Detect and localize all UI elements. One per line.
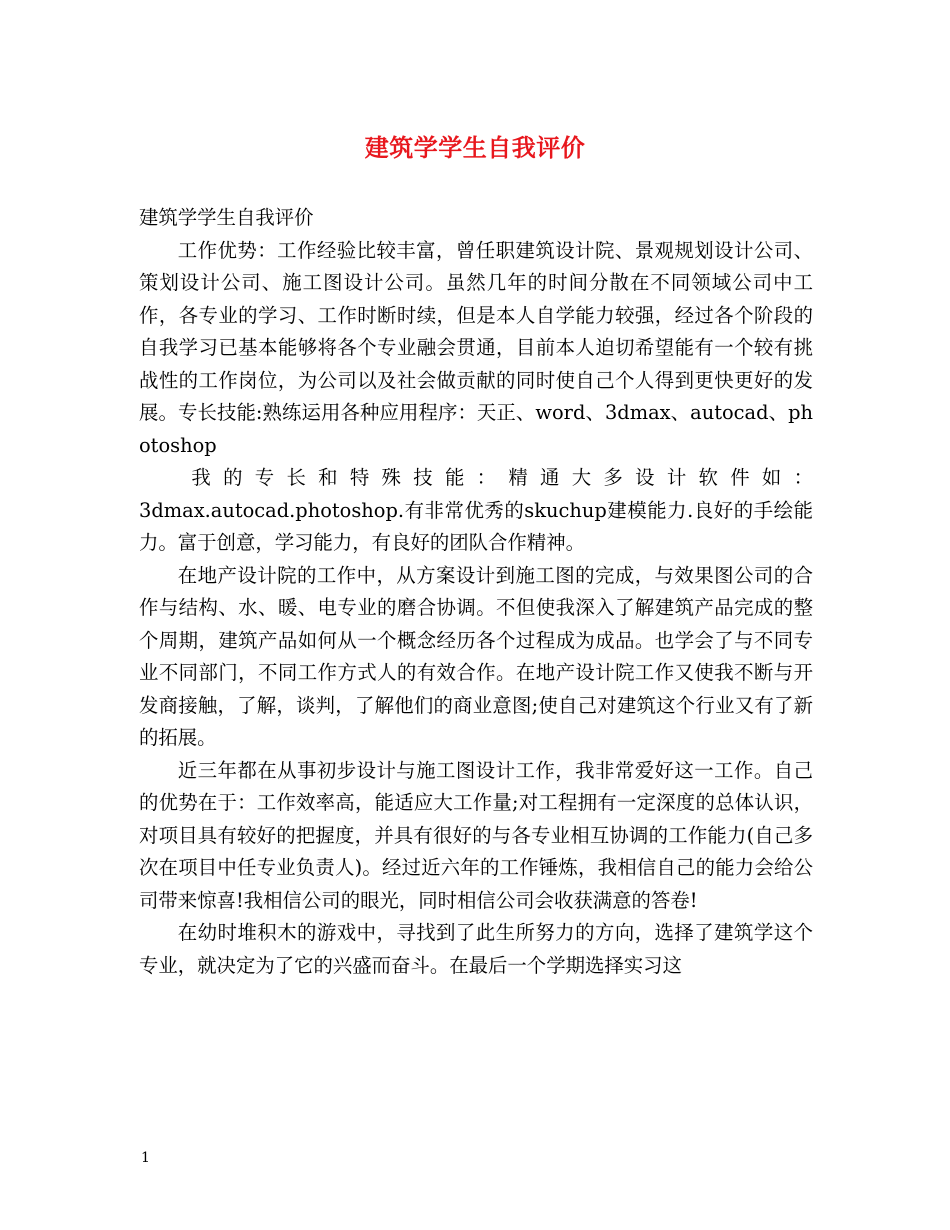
paragraph-childhood-motivation: 在幼时堆积木的游戏中，寻找到了此生所努力的方向，选择了建筑学这个专业，就决定为了它的兴盛而奋斗。在最后一个学期选择实习这 [139, 921, 813, 977]
paragraph-skills-detail: 3dmax.autocad.photoshop.有非常优秀的skuchup建模能力.良好的手绘能力。富于创意，学习能力，有良好的团队合作精神。 [139, 498, 813, 554]
paragraph-work-advantages: 工作优势：工作经验比较丰富，曾任职建筑设计院、景观规划设计公司、策划设计公司、施工图设计公司。虽然几年的时间分散在不同领域公司中工作，各专业的学习、工作时断时续，但是本人自学能力较强，经过各个阶段的自我学习已基本能够将各个专业融会贯通，目前本人迫切希望能有一个较有挑战性的工作岗位，为公司以及社会做贡献的同时使自己个人得到更快更好的发展。专长技能:熟练运用各种应用程序：天正、word、3dmax、autocad、photoshop [139, 238, 813, 457]
page-number: 1 [141, 1150, 150, 1166]
document-heading: 建筑学学生自我评价 [139, 206, 314, 229]
document-body [139, 202, 813, 982]
document-title: 建筑学学生自我评价 [364, 133, 586, 162]
paragraph-skills-intro: 我的专长和特殊技能：精通大多设计软件如： [191, 466, 813, 489]
paragraph-real-estate-experience: 在地产设计院的工作中，从方案设计到施工图的完成，与效果图公司的合作与结构、水、暖、电专业的磨合协调。不但使我深入了解建筑产品完成的整个周期，建筑产品如何从一个概念经历各个过程成为成品。也学会了与不同专业不同部门，不同工作方式人的有效合作。在地产设计院工作又使我不断与开发商接触，了解，谈判，了解他们的商业意图;使自己对建筑这个行业又有了新的拓展。 [139, 563, 813, 749]
paragraph-recent-work: 近三年都在从事初步设计与施工图设计工作，我非常爱好这一工作。自己的优势在于：工作效率高，能适应大工作量;对工程拥有一定深度的总体认识，对项目具有较好的把握度，并具有很好的与各专业相互协调的工作能力(自己多次在项目中任专业负责人)。经过近六年的工作锤炼，我相信自己的能力会给公司带来惊喜!我相信公司的眼光，同时相信公司会收获满意的答卷! [139, 758, 813, 912]
